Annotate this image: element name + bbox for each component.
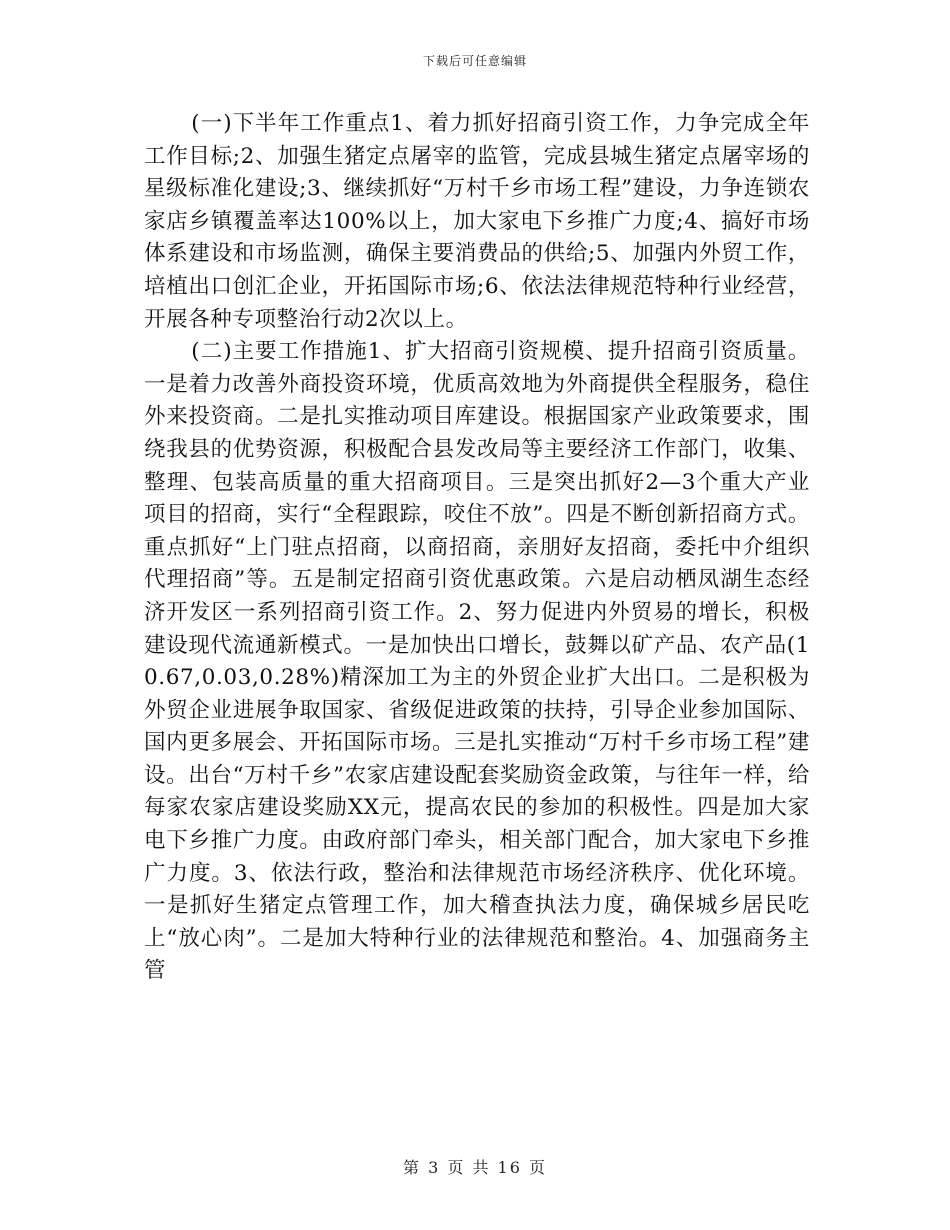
- paragraph-work-focus: (一)下半年工作重点1、着力抓好招商引资工作，力争完成全年工作目标;2、加强生猪定点屠宰的监管，完成县城生猪定点屠宰场的星级标准化建设;3、继续抓好“万村千乡市场工程”建设，力争连锁农家店乡镇覆盖率达100%以上，加大家电下乡推广力度;4、搞好市场体系建设和市场监测，确保主要消费品的供给;5、加强内外贸工作，培植出口创汇企业，开拓国际市场;6、依法法律规范特种行业经营，开展各种专项整治行动2次以上。: [144, 111, 810, 332]
- paragraph-work-measures: (二)主要工作措施1、扩大招商引资规模、提升招商引资质量。一是着力改善外商投资环境，优质高效地为外商提供全程服务，稳住外来投资商。二是扎实推动项目库建设。根据国家产业政策要求，围绕我县的优势资源，积极配合县发改局等主要经济工作部门，收集、整理、包装高质量的重大招商项目。三是突出抓好2—3个重大产业项目的招商，实行“全程跟踪，咬住不放”。四是不断创新招商方式。重点抓好“上门驻点招商，以商招商，亲朋好友招商，委托中介组织代理招商”等。五是制定招商引资优惠政策。六是启动栖凤湖生态经济开发区一系列招商引资工作。2、努力促进内外贸易的增长，积极建设现代流通新模式。一是加快出口增长，鼓舞以矿产品、农产品(10.67,0.03,0.28%)精深加工为主的外贸企业扩大出口。二是积极为外贸企业进展争取国家、省级促进政策的扶持，引导企业参加国际、国内更多展会、开拓国际市场。三是扎实推动“万村千乡市场工程”建设。出台“万村千乡”农家店建设配套奖励资金政策，与往年一样，给每家农家店建设奖励XX元，提高农民的参加的积极性。四是加大家电下乡推广力度。由政府部门牵头，相关部门配合，加大家电下乡推广力度。3、依法行政，整治和法律规范市场经济秩序、优化环境。一是抓好生猪定点管理工作，加大稽查执法力度，确保城乡居民吃上“放心肉”。二是加大特种行业的法律规范和整治。4、加强商务主管: [144, 339, 810, 984]
- page-footer: 第 3 页 共 16 页: [403, 1158, 547, 1177]
- document-body: [144, 108, 810, 988]
- page-header: 下载后可任意编辑: [422, 54, 527, 68]
